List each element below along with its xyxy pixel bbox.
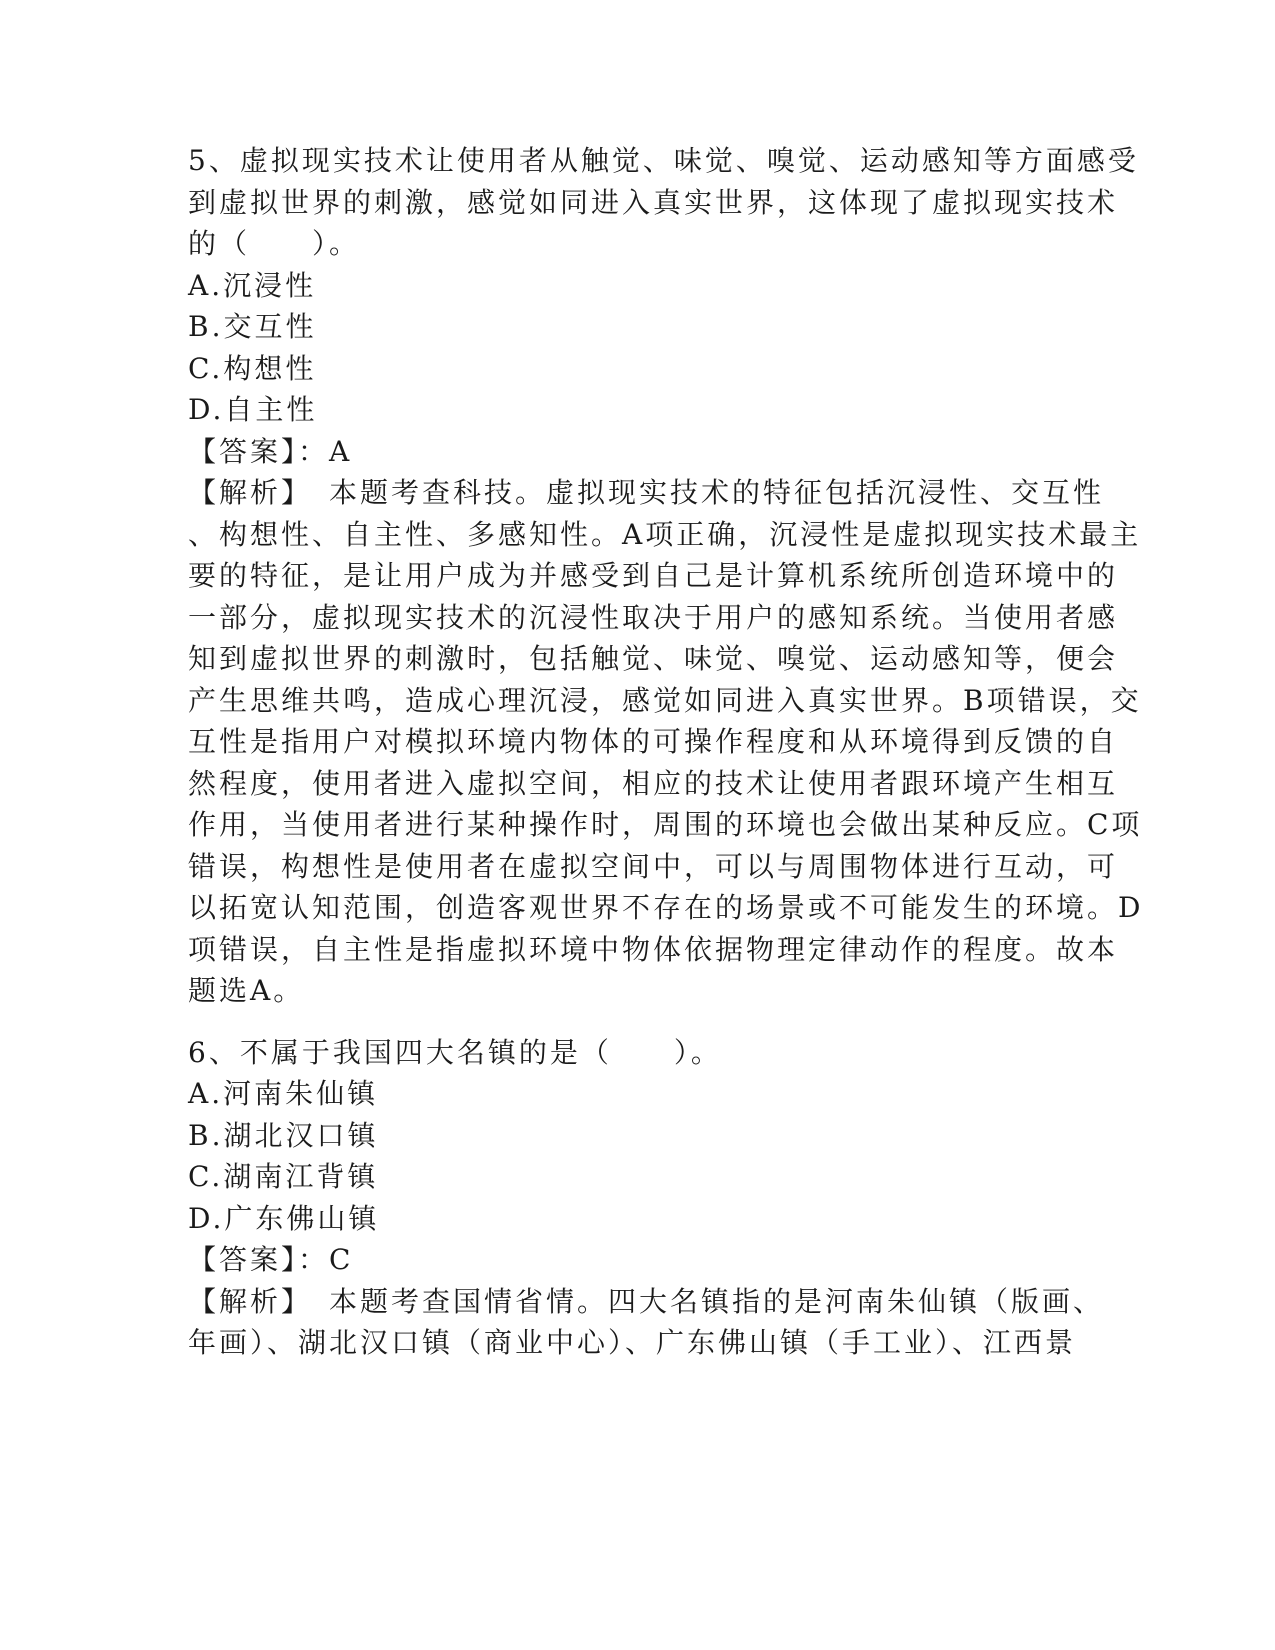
question-6-option-a: A.河南朱仙镇 — [188, 1077, 379, 1110]
question-5-analysis-line-12: 项错误，自主性是指虚拟环境中物体依据物理定律动作的程度。故本 — [188, 933, 1119, 966]
question-5-analysis-line-7: 互性是指用户对模拟环境内物体的可操作程度和从环境得到反馈的自 — [188, 725, 1119, 758]
question-5-stem-line-3: 的（ ）。 — [188, 227, 361, 260]
question-5-analysis-line-9: 作用，当使用者进行某种操作时，周围的环境也会做出某种反应。C项 — [188, 808, 1143, 841]
question-5-analysis-line-2: 、构想性、自主性、多感知性。A项正确，沉浸性是虚拟现实技术最主 — [188, 518, 1142, 551]
question-6-option-b: B.湖北汉口镇 — [188, 1119, 379, 1152]
question-5-analysis-line-8: 然程度，使用者进入虚拟空间，相应的技术让使用者跟环境产生相互 — [188, 767, 1119, 800]
question-6-answer: 【答案】：C — [188, 1243, 354, 1276]
question-5-option-a: A.沉浸性 — [188, 269, 317, 302]
question-6-analysis-line-2: 年画）、湖北汉口镇（商业中心）、广东佛山镇（手工业）、江西景 — [188, 1326, 1077, 1359]
question-5-option-d: D.自主性 — [188, 393, 318, 426]
question-5-analysis-line-6: 产生思维共鸣，造成心理沉浸，感觉如同进入真实世界。B项错误，交 — [188, 684, 1142, 717]
question-6-option-c: C.湖南江背镇 — [188, 1160, 379, 1193]
question-5-analysis-line-11: 以拓宽认知范围，创造客观世界不存在的场景或不可能发生的环境。D — [188, 891, 1144, 924]
question-5-analysis-line-5: 知到虚拟世界的刺激时，包括触觉、味觉、嗅觉、运动感知等，便会 — [188, 642, 1119, 675]
question-5-stem-line-2: 到虚拟世界的刺激，感觉如同进入真实世界，这体现了虚拟现实技术 — [188, 186, 1119, 219]
question-5-stem-line-1: 5、虚拟现实技术让使用者从触觉、味觉、嗅觉、运动感知等方面感受 — [188, 144, 1139, 177]
question-5-analysis-line-3: 要的特征，是让用户成为并感受到自己是计算机系统所创造环境中的 — [188, 559, 1119, 592]
question-5-analysis-line-13: 题选A。 — [188, 974, 305, 1007]
question-5-option-b: B.交互性 — [188, 310, 317, 343]
question-5-analysis-line-1: 【解析】 本题考查科技。虚拟现实技术的特征包括沉浸性、交互性 — [188, 476, 1105, 509]
question-5-analysis-line-4: 一部分，虚拟现实技术的沉浸性取决于用户的感知系统。当使用者感 — [188, 601, 1119, 634]
question-5-answer: 【答案】：A — [188, 435, 353, 468]
question-6-option-d: D.广东佛山镇 — [188, 1202, 380, 1235]
question-6-stem-line-1: 6、不属于我国四大名镇的是（ ）。 — [188, 1036, 722, 1069]
question-6-analysis-line-1: 【解析】 本题考查国情省情。四大名镇指的是河南朱仙镇（版画、 — [188, 1285, 1105, 1318]
question-5-option-c: C.构想性 — [188, 352, 317, 385]
question-5-analysis-line-10: 错误，构想性是使用者在虚拟空间中，可以与周围物体进行互动，可 — [188, 850, 1119, 883]
